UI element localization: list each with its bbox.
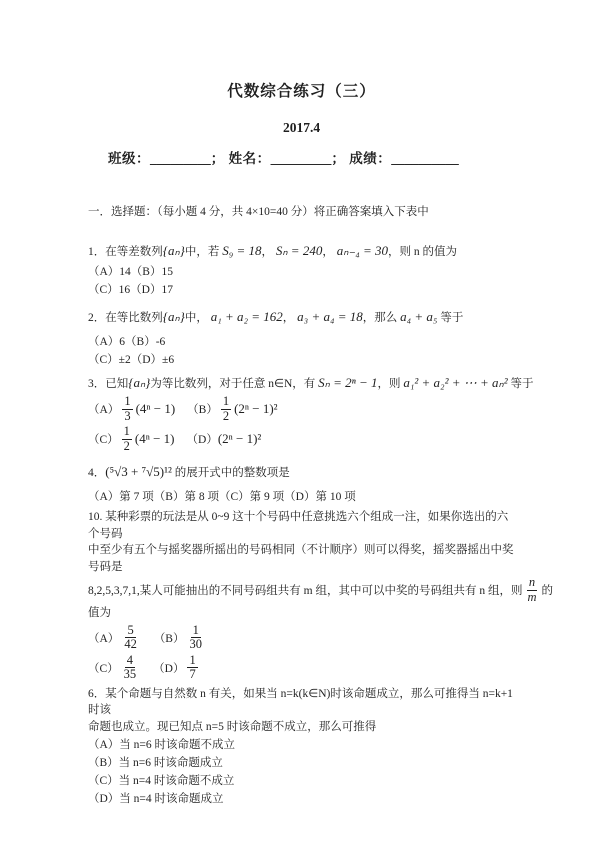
question-4-stem <box>88 463 515 482</box>
math-expression: a₃ + a₄ = 18 <box>297 309 363 324</box>
section-heading: 一．选择题：（每小题 4 分，共 4×10=40 分）将正确答案填入下表中 <box>88 206 429 218</box>
text: 的展开式中的整数项是 <box>171 467 290 479</box>
question-6-option-a: （A）当 n=6 时该命题不成立 <box>88 739 236 751</box>
option-label: （B） <box>187 404 218 416</box>
fraction-n-over-m <box>525 576 538 604</box>
math-expression: (4ⁿ − 1) <box>135 401 176 416</box>
math-expression: a₁ + a₂ = 162 <box>210 309 283 324</box>
fraction-denominator: 30 <box>189 637 202 651</box>
option-label: （C） <box>88 662 119 675</box>
score-label: 成绩： <box>349 151 392 166</box>
question-1-options-ab: （A）14（B）15 <box>88 266 173 278</box>
option-label: （B） <box>153 632 185 645</box>
class-label: 班级： <box>108 151 150 166</box>
class-blank: _________ <box>150 151 211 166</box>
text: ，则 n 的值为 <box>388 246 458 258</box>
text: ，那么 <box>362 312 401 324</box>
question-2-options-ab: （A）6（B）-6 <box>88 336 166 348</box>
question-6-option-d: （D）当 n=4 时该命题成立 <box>88 793 224 805</box>
math-expression: aₙ₋₄ = 30 <box>336 243 389 258</box>
question-10-stem-line1: 10. 某种彩票的玩法是从 0~9 这十个号码中任意挑选六个组成一注，如果你选出的六个号码 <box>88 511 509 540</box>
question-10-stem-line4: 值为 <box>88 607 111 619</box>
question-2-options-cd: （C）±2（D）±6 <box>88 354 175 366</box>
question-10-stem-line2: 中至少有五个与摇奖器所摇出的号码相同（不计顺序）则可以得奖，摇奖器摇出中奖号码是 <box>88 544 514 573</box>
exam-date: 2017.4 <box>282 120 321 135</box>
question-4-options: （A）第 7 项（B）第 8 项（C）第 9 项（D）第 10 项 <box>88 491 356 503</box>
option-label: （A） <box>88 404 120 416</box>
fraction-numerator: 1 <box>222 394 230 408</box>
text: ， <box>282 312 298 324</box>
text: 的 <box>541 585 553 597</box>
fraction-denominator: 42 <box>124 637 137 651</box>
question-3-options-ab <box>88 395 515 423</box>
option-label: （D） <box>186 434 218 446</box>
question-6-stem-line1: 6．某个命题与自然数 n 有关，如果当 n=k(k∈N)时该命题成立，那么可推得当 n=k+1 时该 <box>88 687 513 716</box>
question-6-stem-line2: 命题也成立。现已知点 n=5 时该命题不成立，那么可推得 <box>88 720 377 733</box>
fraction-denominator: 3 <box>124 408 131 423</box>
text: 中，若 <box>184 246 223 258</box>
fraction <box>122 654 139 682</box>
math-radical-expression: (⁵√3 + ⁷√5)¹² <box>105 464 172 479</box>
math-expression: (2ⁿ − 1)² <box>234 401 278 416</box>
question-10-options-cd <box>88 654 515 682</box>
question-1-options-cd: （C）16（D）17 <box>88 284 173 296</box>
math-sequence: {aₙ} <box>162 243 185 258</box>
text: 4． <box>88 467 106 479</box>
separator: ； <box>210 151 225 166</box>
math-expression: a₁² + a₂² + ⋯ + aₙ² <box>403 375 508 390</box>
fraction <box>187 624 204 652</box>
math-expression: S₉ = 18 <box>222 243 262 258</box>
question-3-options-cd <box>88 425 515 453</box>
fraction-numerator: 1 <box>189 652 196 667</box>
question-2-stem <box>88 308 515 327</box>
option-label: （A） <box>88 632 120 645</box>
name-label: 姓名： <box>228 151 271 166</box>
fraction-denominator: 2 <box>123 438 130 453</box>
score-blank: __________ <box>391 151 459 166</box>
fraction-denominator: 7 <box>189 667 196 681</box>
fraction-numerator: 5 <box>127 622 134 637</box>
separator: ； <box>331 151 346 166</box>
question-1-stem <box>88 242 515 261</box>
fraction-numerator: 1 <box>124 394 131 408</box>
fraction-denominator: m <box>527 589 537 604</box>
fraction-numerator: 1 <box>192 622 199 637</box>
math-expression: Sₙ = 240 <box>275 243 323 258</box>
math-expression: Sₙ = 2ⁿ − 1 <box>318 375 378 390</box>
math-sequence: {aₙ} <box>162 309 185 324</box>
question-10-options-ab <box>88 624 515 652</box>
question-10-stem-line3 <box>88 575 553 605</box>
math-expression: a₄ + a₅ <box>400 309 438 324</box>
math-sequence: {aₙ} <box>128 375 151 390</box>
text: ， <box>261 246 276 258</box>
fraction <box>122 395 132 423</box>
text: 等于 <box>437 312 464 324</box>
name-blank: _________ <box>270 151 332 166</box>
question-6-option-c: （C）当 n=4 时该命题不成立 <box>88 775 235 787</box>
fraction-numerator: 4 <box>126 652 134 667</box>
text: 等于 <box>507 378 534 390</box>
student-info-line <box>108 150 515 168</box>
fraction-numerator: n <box>528 575 536 589</box>
fraction <box>221 395 231 423</box>
text: 1．在等差数列 <box>88 246 163 258</box>
option-label: （C） <box>88 434 119 446</box>
math-expression: (4ⁿ − 1) <box>134 431 175 446</box>
text: 3．已知 <box>88 378 129 390</box>
question-6-option-b: （B）当 n=6 时该命题成立 <box>88 757 223 769</box>
question-6-options <box>88 737 515 807</box>
question-3-stem <box>88 374 534 393</box>
text: 为等比数列，对于任意 n∈N，有 <box>150 378 319 390</box>
fraction <box>122 624 139 652</box>
fraction-denominator: 35 <box>123 667 137 681</box>
text: 8,2,5,3,7,1,某人可能抽出的不同号码组共有 m 组，其中可以中奖的号码组共有 n 组，则 <box>88 585 523 597</box>
text: ， <box>322 246 337 258</box>
fraction <box>122 425 132 453</box>
fraction <box>187 654 197 682</box>
text: 2．在等比数列 <box>88 312 163 324</box>
fraction-numerator: 1 <box>123 424 130 438</box>
text: ，则 <box>377 378 404 390</box>
option-label: （D） <box>153 662 185 675</box>
math-expression: (2ⁿ − 1)² <box>217 431 262 446</box>
fraction-denominator: 2 <box>222 408 230 423</box>
page-title: 代数综合练习（三） <box>227 83 376 100</box>
text: 中， <box>184 312 211 324</box>
